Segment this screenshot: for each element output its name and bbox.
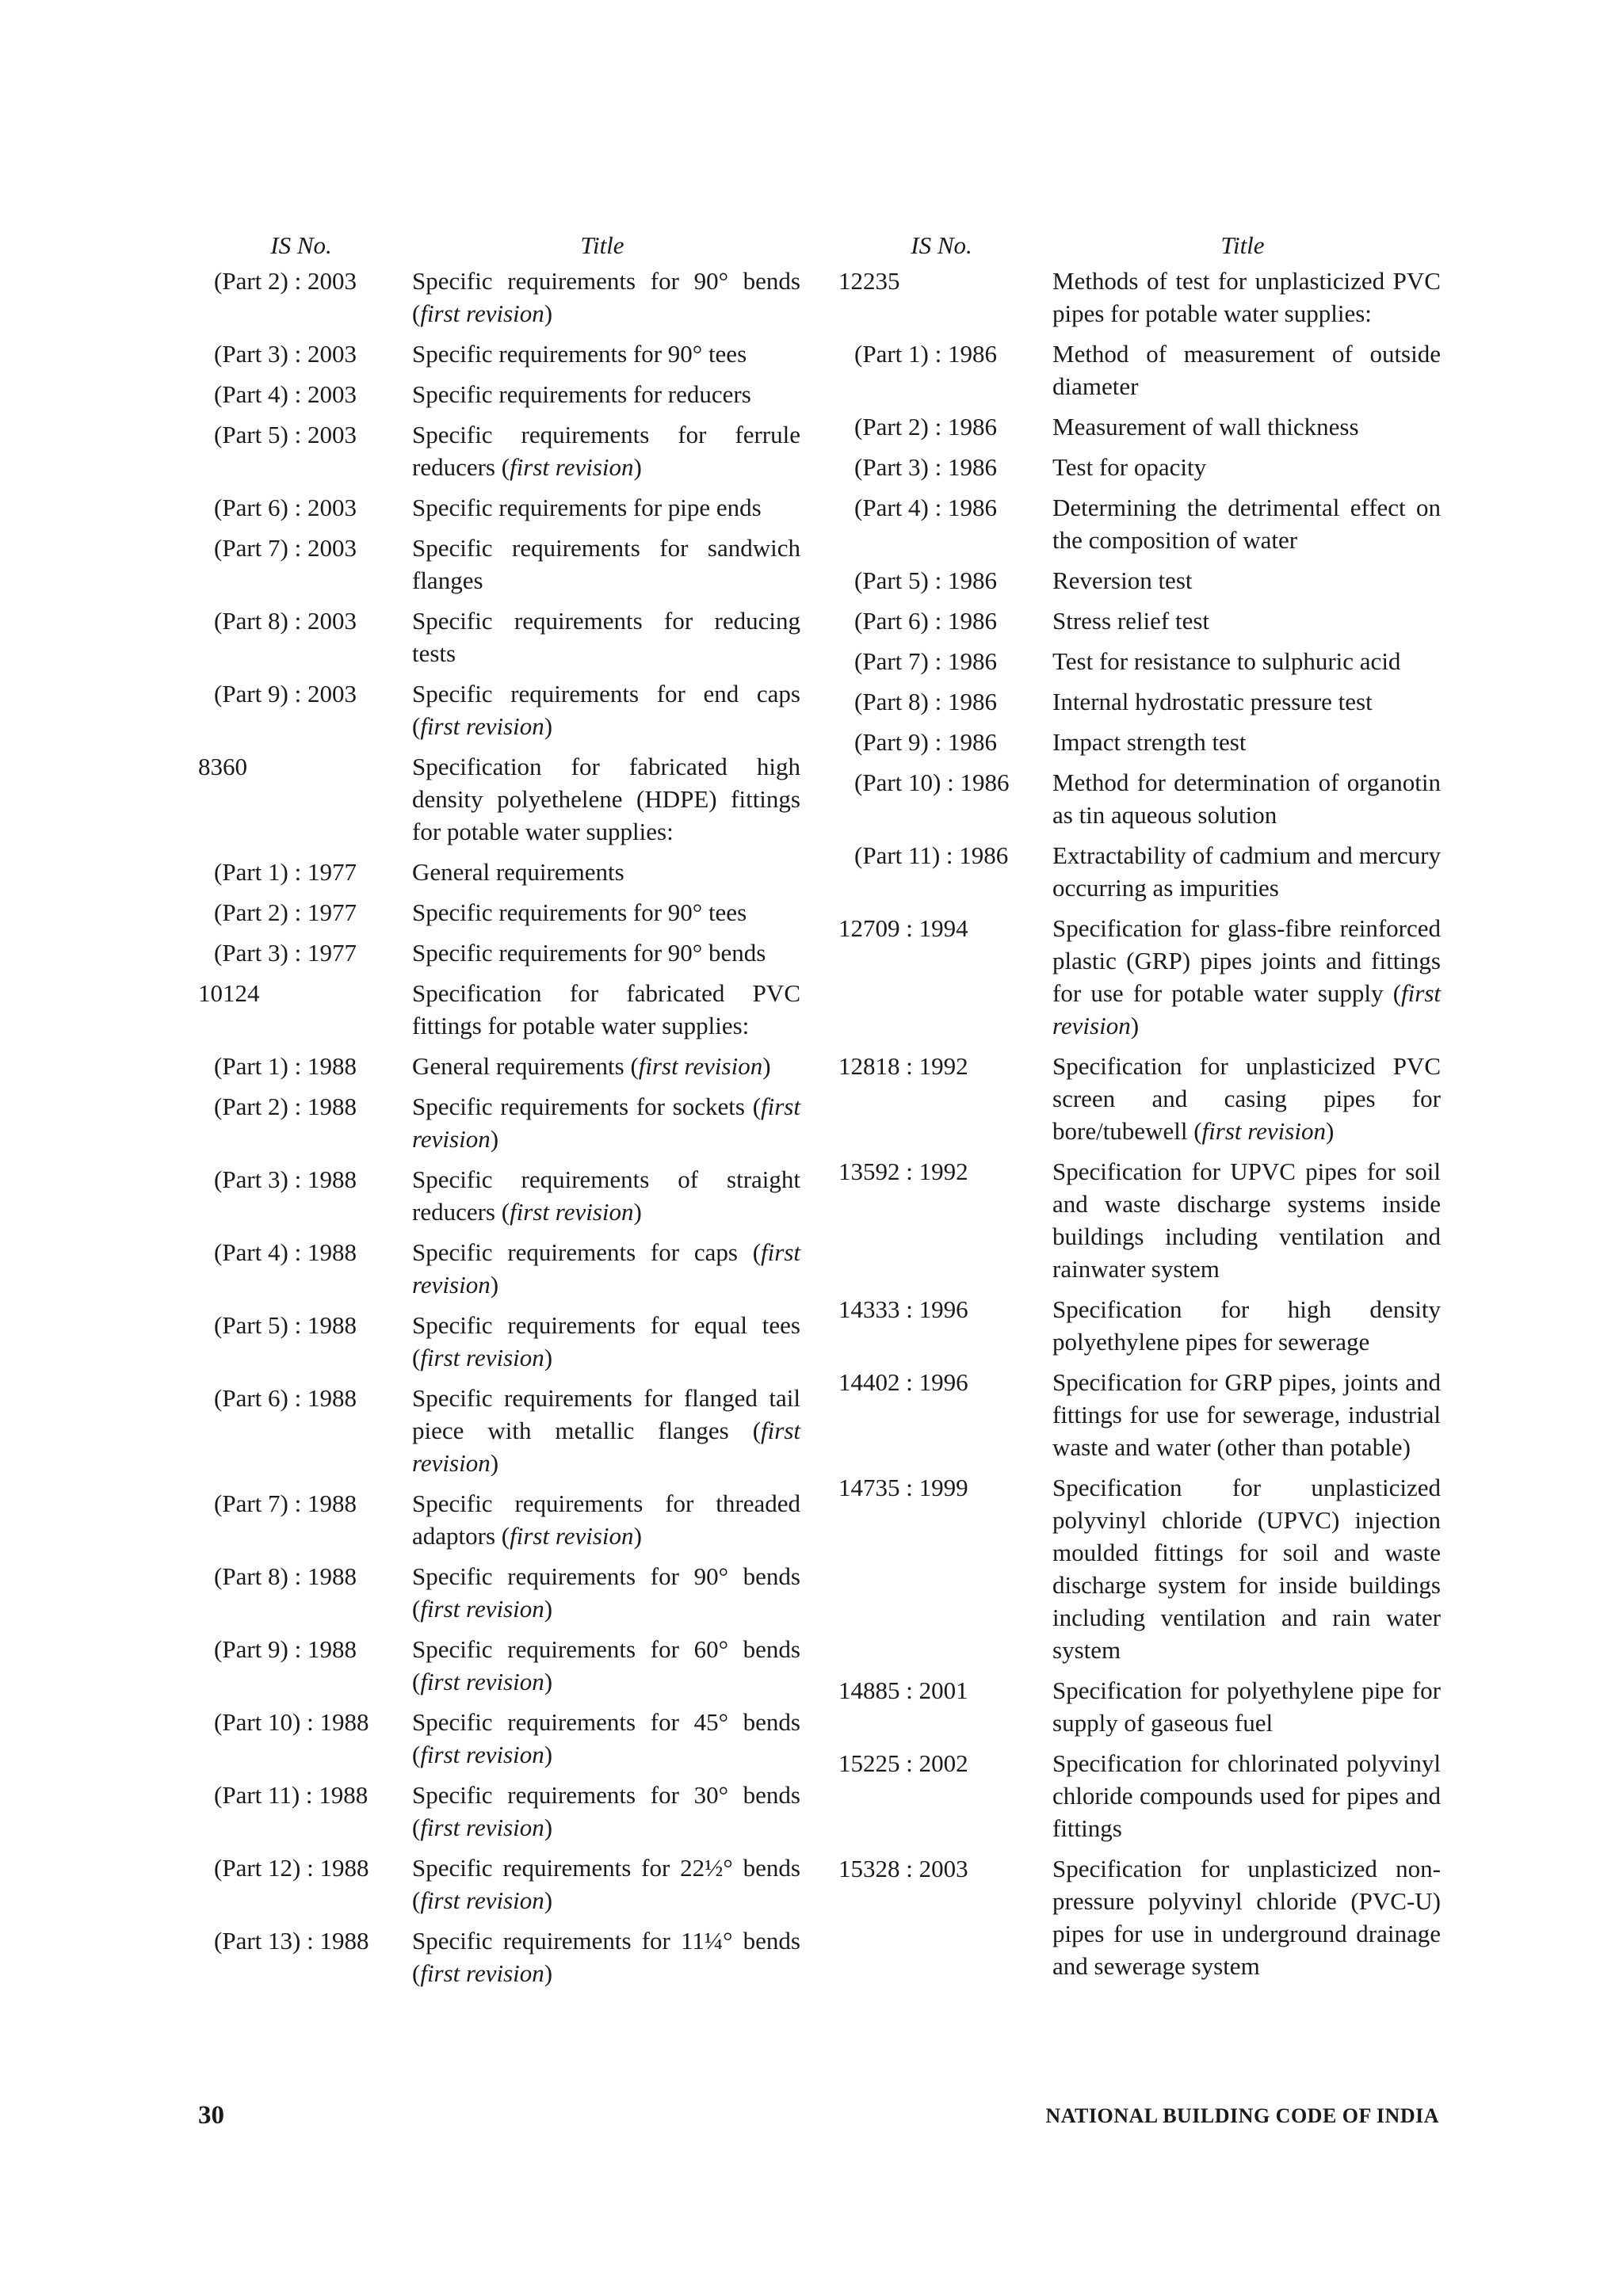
revision-note: first revision [638,1052,763,1080]
standard-title [412,977,800,1042]
is-no-header: IS No. [270,231,332,259]
revision-note: first revision [420,1595,544,1623]
is-number: 13592 : 1992 [838,1158,968,1185]
is-number: (Part 6) : 1986 [854,607,997,635]
standard-title [412,936,800,969]
is-number: (Part 2) : 1977 [214,898,357,926]
title-text: Specific requirements for end caps [412,680,800,707]
revision-note: first revision [510,1198,634,1226]
standard-title: Specification for unplasticized PVC screen and casing pipes for bore/tubewell (first revision) [1052,1052,1441,1145]
standard-title: Specific requirements for end caps (first revision) [412,680,800,740]
standard-entry [838,766,1441,831]
standard-entry [198,1050,800,1082]
standard-entry [838,1852,1441,1982]
standard-entry [198,1706,800,1771]
standard-entry [198,1779,800,1844]
is-number: (Part 1) : 1977 [214,858,357,886]
title-text: Specification for polyethylene pipe for supply of gaseous fuel [1052,1676,1441,1737]
revision-note: first revision [420,1741,544,1768]
title-text: Specific requirements for 45° bends [412,1708,800,1736]
is-number: (Part 1) : 1986 [854,340,997,368]
is-number: (Part 2) : 2003 [214,267,357,295]
right-column-header [838,230,1441,261]
title-text: Stress relief test [1052,607,1210,635]
title-text: Methods of test for unplasticized PVC pipes for potable water supplies: [1052,267,1441,327]
standard-title [1052,839,1441,904]
is-number: (Part 3) : 1977 [214,939,357,967]
standard-entry [198,1236,800,1301]
standard-title [1052,766,1441,831]
is-number: (Part 9) : 2003 [214,680,357,707]
standard-title [1052,491,1441,556]
title-text: Specification for unplasticized non-pressure polyvinyl chloride (PVC-U) pipes for use in underground drainage and sewerage system [1052,1855,1441,1980]
standard-entry [838,685,1441,718]
is-number: 8360 [198,753,247,780]
is-no-header: IS No. [911,231,972,259]
standard-entry [198,418,800,483]
title-text: Method for determination of organotin as tin aqueous solution [1052,769,1441,829]
standard-title: Specific requirements for 22½° bends (first revision) [412,1854,800,1914]
is-number: (Part 5) : 2003 [214,421,357,448]
is-number: (Part 11) : 1986 [854,841,1009,869]
standard-title [1052,645,1441,677]
standard-entry [198,1852,800,1917]
standard-title: Specific requirements for 30° bends (first revision) [412,1781,800,1841]
title-text: Specification for chlorinated polyvinyl chloride compounds used for pipes and fittings [1052,1749,1441,1842]
title-text: Specific requirements for 22½° bends [412,1854,800,1882]
standard-title: Specific requirements for 45° bends (first revision) [412,1708,800,1768]
standard-entry [838,1471,1441,1666]
is-number: (Part 4) : 1986 [854,494,997,521]
title-text: Specification for unplasticized polyvinyl chloride (UPVC) injection moulded fittings for soil and waste discharge system for inside buildings including ventilation and rain water system [1052,1474,1441,1664]
title-text: Specific requirements for 60° bends [412,1635,800,1663]
title-text: Measurement of wall thickness [1052,413,1359,441]
title-text: Test for resistance to sulphuric acid [1052,647,1401,675]
standard-title: Specific requirements for 90° bends (first revision) [412,1562,800,1623]
is-number: 15225 : 2002 [838,1749,968,1777]
standard-title [1052,1852,1441,1982]
standard-entry [838,1293,1441,1358]
standard-entry [198,532,800,597]
title-text: Specification for GRP pipes, joints and fittings for use for sewerage, industrial waste and water (other than potable) [1052,1368,1441,1461]
title-text: Reversion test [1052,566,1193,594]
left-column-header [198,230,800,261]
standard-title [412,750,800,848]
is-number: 14333 : 1996 [838,1295,968,1323]
title-text: Specific requirements for pipe ends [412,494,762,521]
standard-entry [838,726,1441,758]
is-number: 12818 : 1992 [838,1052,968,1080]
is-number: (Part 6) : 1988 [214,1384,357,1412]
title-text: Specific requirements for caps [412,1238,738,1266]
revision-note: first revision [420,712,544,740]
revision-note: first revision [420,1886,544,1914]
title-text: Specific requirements for sockets [412,1093,745,1120]
standard-title [412,856,800,888]
is-number: (Part 8) : 2003 [214,607,357,635]
revision-note: first revision [412,1093,800,1153]
title-text: Specific requirements for 90° tees [412,340,747,368]
standard-entry [198,1382,800,1479]
title-text: Specific requirements for 30° bends [412,1781,800,1809]
standard-title: Specific requirements for flanged tail piece with metallic flanges (first revision) [412,1384,800,1477]
standard-entry [198,750,800,848]
standard-title: Specific requirements for ferrule reducers (first revision) [412,421,800,481]
standard-entry [198,1163,800,1228]
standard-title: Specific requirements for threaded adaptors (first revision) [412,1489,800,1550]
standard-title: Specific requirements for 90° bends (first revision) [412,267,800,327]
revision-note: first revision [412,1417,800,1477]
standard-entry [198,977,800,1042]
is-number: (Part 9) : 1986 [854,728,997,756]
standard-entry [198,1309,800,1374]
revision-note: first revision [510,453,634,481]
title-text: Specific requirements for equal tees [412,1311,800,1339]
standard-entry [198,936,800,969]
title-text: Specification for fabricated PVC fittings for potable water supplies: [412,979,800,1039]
title-text: Specific requirements for reducers [412,380,751,408]
standard-entry [198,896,800,929]
standard-title [1052,1747,1441,1844]
title-text: Specification for glass-fibre reinforced plastic (GRP) pipes joints and fittings for use for potable water supply [1052,914,1441,1007]
is-number: (Part 4) : 2003 [214,380,357,408]
title-text: Specific requirements for ferrule reducers [412,421,800,481]
revision-note: first revision [412,1238,800,1299]
standard-entry [838,912,1441,1042]
is-number: (Part 7) : 2003 [214,534,357,562]
is-number: (Part 8) : 1986 [854,688,997,715]
standard-entry [838,1050,1441,1147]
revision-note: first revision [1052,979,1441,1039]
standard-title [1052,1674,1441,1739]
standard-entry [838,338,1441,402]
standard-title: Specific requirements for caps (first revision) [412,1238,800,1299]
standard-entry [198,378,800,410]
is-number: (Part 11) : 1988 [214,1781,369,1809]
left-standards-list [198,265,800,1989]
standard-title [1052,265,1441,330]
is-number: 10124 [198,979,260,1007]
is-number: (Part 5) : 1988 [214,1311,357,1339]
standard-title: Specific requirements for sockets (first revision) [412,1093,800,1153]
standard-entry [838,1674,1441,1739]
standard-title [1052,564,1441,597]
title-text: Internal hydrostatic pressure test [1052,688,1373,715]
is-number: 15328 : 2003 [838,1855,968,1882]
standard-title: Specification for glass-fibre reinforced plastic (GRP) pipes joints and fittings for use for potable water supply (first revision) [1052,914,1441,1039]
standard-entry [198,265,800,330]
is-number: (Part 4) : 1988 [214,1238,357,1266]
is-number: 12709 : 1994 [838,914,968,942]
standard-title [1052,1471,1441,1666]
title-text: Specific requirements for reducing tests [412,607,800,667]
standard-entry [198,491,800,524]
title-text: General requirements [412,858,624,886]
page-footer [198,2101,1439,2133]
title-text: Specific requirements for 90° tees [412,898,747,926]
standard-title [1052,451,1441,483]
standard-entry [838,839,1441,904]
is-number: 14885 : 2001 [838,1676,968,1704]
is-number: (Part 9) : 1988 [214,1635,357,1663]
standard-title [1052,410,1441,443]
is-number: (Part 13) : 1988 [214,1927,369,1955]
revision-note: first revision [420,1814,544,1841]
standard-entry [198,1924,800,1989]
is-number: 14402 : 1996 [838,1368,968,1396]
standard-title: Specific requirements of straight reducers (first revision) [412,1165,800,1226]
right-standards-list [838,265,1441,1982]
title-header: Title [1220,231,1265,259]
revision-note: first revision [510,1522,634,1550]
title-text: Impact strength test [1052,728,1247,756]
is-number: (Part 12) : 1988 [214,1854,369,1882]
standard-title [412,491,800,524]
standard-entry [838,265,1441,330]
title-text: Specific requirements for 11¼° bends [412,1927,800,1955]
standard-entry [838,410,1441,443]
is-number: (Part 3) : 1986 [854,453,997,481]
is-number: (Part 2) : 1988 [214,1093,357,1120]
standard-title [1052,1293,1441,1358]
standard-title [412,532,800,597]
standard-entry [838,1366,1441,1463]
is-number: (Part 10) : 1986 [854,769,1010,796]
standard-title [1052,1155,1441,1285]
revision-note: first revision [1201,1117,1326,1145]
title-text: Specific requirements for 90° bends [412,1562,800,1590]
revision-note: first revision [420,1668,544,1695]
title-text: Specific requirements for threaded adaptors [412,1489,800,1550]
title-text: Specification for UPVC pipes for soil and waste discharge systems inside buildings including ventilation and rainwater system [1052,1158,1441,1283]
standard-title [1052,605,1441,637]
standard-title [1052,726,1441,758]
standard-entry [838,645,1441,677]
standard-title [1052,685,1441,718]
title-text: Extractability of cadmium and mercury occurring as impurities [1052,841,1441,902]
standard-entry [838,605,1441,637]
standard-entry [198,605,800,669]
title-text: Specific requirements for sandwich flanges [412,534,800,594]
standard-title [1052,1366,1441,1463]
title-text: Specific requirements for 90° bends [412,939,766,967]
is-number: 12235 [838,267,900,295]
title-header: Title [580,231,624,259]
right-column [838,230,1441,1990]
standard-title [412,605,800,669]
standard-entry [838,564,1441,597]
revision-note: first revision [420,299,544,327]
title-text: Specification for fabricated high density polyethelene (HDPE) fittings for potable water supplies: [412,753,800,845]
standard-title [412,378,800,410]
is-number: (Part 7) : 1988 [214,1489,357,1517]
standard-title: General requirements (first revision) [412,1052,771,1080]
is-number: (Part 2) : 1986 [854,413,997,441]
is-number: (Part 1) : 1988 [214,1052,357,1080]
title-text: Specification for high density polyethylene pipes for sewerage [1052,1295,1441,1356]
standard-title [412,338,800,370]
standard-entry [838,451,1441,483]
title-text: Specific requirements for flanged tail piece with metallic flanges [412,1384,800,1444]
standard-entry [198,856,800,888]
revision-note: first revision [420,1959,544,1987]
page-number: 30 [198,2101,224,2130]
is-number: (Part 3) : 2003 [214,340,357,368]
standard-title: Specific requirements for 60° bends (first revision) [412,1635,800,1695]
title-text: General requirements [412,1052,624,1080]
is-number: 14735 : 1999 [838,1474,968,1501]
standard-title: Specific requirements for equal tees (first revision) [412,1311,800,1371]
standard-title: Specific requirements for 11¼° bends (first revision) [412,1927,800,1987]
revision-note: first revision [420,1344,544,1371]
title-text: Determining the detrimental effect on the composition of water [1052,494,1441,554]
title-text: Method of measurement of outside diameter [1052,340,1441,400]
title-text: Specification for unplasticized PVC screen and casing pipes for bore/tubewell [1052,1052,1441,1145]
standard-entry [838,1747,1441,1844]
standard-entry [838,1155,1441,1285]
title-text: Specific requirements for 90° bends [412,267,800,295]
is-number: (Part 6) : 2003 [214,494,357,521]
standard-entry [198,338,800,370]
standard-entry [198,1633,800,1698]
standard-entry [198,1560,800,1625]
book-title: NATIONAL BUILDING CODE OF INDIA [1045,2104,1439,2127]
is-number: (Part 3) : 1988 [214,1165,357,1193]
standard-entry [198,677,800,742]
title-text: Specific requirements of straight reducers [412,1165,800,1226]
is-number: (Part 5) : 1986 [854,566,997,594]
is-number: (Part 7) : 1986 [854,647,997,675]
is-number: (Part 8) : 1988 [214,1562,357,1590]
title-text: Test for opacity [1052,453,1207,481]
left-column [198,230,800,1997]
standard-entry [838,491,1441,556]
is-number: (Part 10) : 1988 [214,1708,369,1736]
standard-title [1052,338,1441,402]
standard-entry [198,1487,800,1552]
standard-title [412,896,800,929]
standard-entry [198,1090,800,1155]
